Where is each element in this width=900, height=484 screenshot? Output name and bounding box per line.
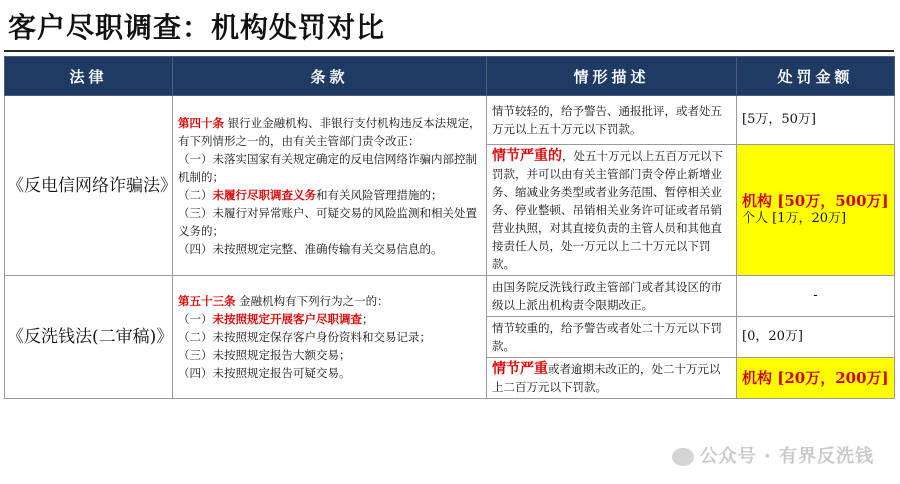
situation-serious xyxy=(487,145,737,276)
clause-item: （四）未按照规定报告可疑交易。 xyxy=(178,366,351,380)
clause-intro: 银行业金融机构、非银行支付机构违反本法规定，有下列情形之一的，由有关主管部门责令改正： xyxy=(178,115,481,148)
clause-item-suffix: 和有关风险管理措施的； xyxy=(316,187,443,202)
clause-item: （三）未按照规定报告大额交易； xyxy=(178,348,351,362)
header-clause: 条款 xyxy=(173,57,487,96)
clause-intro: 金融机构有下列行为之一的： xyxy=(239,294,389,308)
penalty-org: 机构 [50万，500万] xyxy=(742,192,889,210)
clause-item: （四）未按照规定完整、准确传输有关交易信息的。 xyxy=(178,241,443,256)
table-row xyxy=(5,96,895,145)
header-situation: 情形描述 xyxy=(487,57,737,96)
clause-item-prefix: （一） xyxy=(178,312,213,326)
law-anti-telecom-fraud: 《反电信网络诈骗法》 xyxy=(5,96,173,276)
title-divider xyxy=(4,50,894,52)
penalty-rectify: - xyxy=(737,276,895,317)
clause-item: （三）未履行对异常账户、可疑交易的风险监测和相关处置义务的； xyxy=(178,205,477,238)
law-anti-money-laundering: 《反洗钱法(二审稿)》 xyxy=(5,276,173,399)
highlight-cdd: 未按照规定开展客户尽职调查 xyxy=(212,312,362,326)
situation-minor: 情节较轻的，给予警告、通报批评，或者处五万元以上五十万元以下罚款。 xyxy=(487,96,737,145)
table-header-row xyxy=(5,57,895,96)
watermark-text: 公众号 · 有界反洗钱 xyxy=(699,446,874,467)
clause-item: （二）未按照规定保存客户身份资料和交易记录； xyxy=(178,330,431,344)
highlight-severe: 情节严重 xyxy=(492,361,548,377)
clause-item xyxy=(178,186,481,204)
page-title: 客户尽职调查：机构处罚对比 xyxy=(8,11,386,44)
comparison-table xyxy=(4,56,895,399)
header-law: 法律 xyxy=(5,57,173,96)
highlight-serious: 情节严重的 xyxy=(492,148,562,164)
highlight-due-diligence: 未履行尽职调查义务 xyxy=(212,187,316,202)
article-number: 第四十条 xyxy=(178,115,224,130)
clause-article-40 xyxy=(173,96,487,276)
situation-heavier: 情节较重的，给予警告或者处二十万元以下罚款。 xyxy=(487,317,737,358)
watermark xyxy=(672,442,874,468)
penalty-severe xyxy=(737,358,895,399)
penalty-person: 个人 [1万，20万] xyxy=(742,211,847,226)
table-row xyxy=(5,276,895,317)
situation-severe xyxy=(487,358,737,399)
situation-text: 或者逾期未改正的，处二十万元以上二百万元以下罚款。 xyxy=(492,362,721,394)
clause-item-suffix: ； xyxy=(362,312,374,326)
clause-item-prefix: （二） xyxy=(178,187,213,202)
penalty-minor: [5万，50万] xyxy=(737,96,895,145)
penalty-heavier: [0，20万] xyxy=(737,317,895,358)
clause-item: （一）未落实国家有关规定确定的反电信网络诈骗内部控制机制的； xyxy=(178,151,477,184)
situation-rectify: 由国务院反洗钱行政主管部门或者其设区的市级以上派出机构责令限期改正。 xyxy=(487,276,737,317)
header-penalty: 处罚金额 xyxy=(737,57,895,96)
article-number: 第五十三条 xyxy=(178,294,236,308)
clause-item xyxy=(178,310,481,328)
clause-article-53 xyxy=(173,276,487,399)
penalty-org: 机构 [20万，200万] xyxy=(742,368,889,387)
situation-text: ，处五十万元以上五百万元以下罚款，并可以由有关主管部门责令停止新增业务、缩减业务类型或者业务范围、暂停相关业务、停业整顿、吊销相关业务许可证或者吊销营业执照，对其直接负责的主管人员和其他直接责任人员，处一万元以上二十万元以下罚款。 xyxy=(492,149,723,271)
wechat-icon xyxy=(672,448,694,466)
penalty-serious xyxy=(737,145,895,276)
